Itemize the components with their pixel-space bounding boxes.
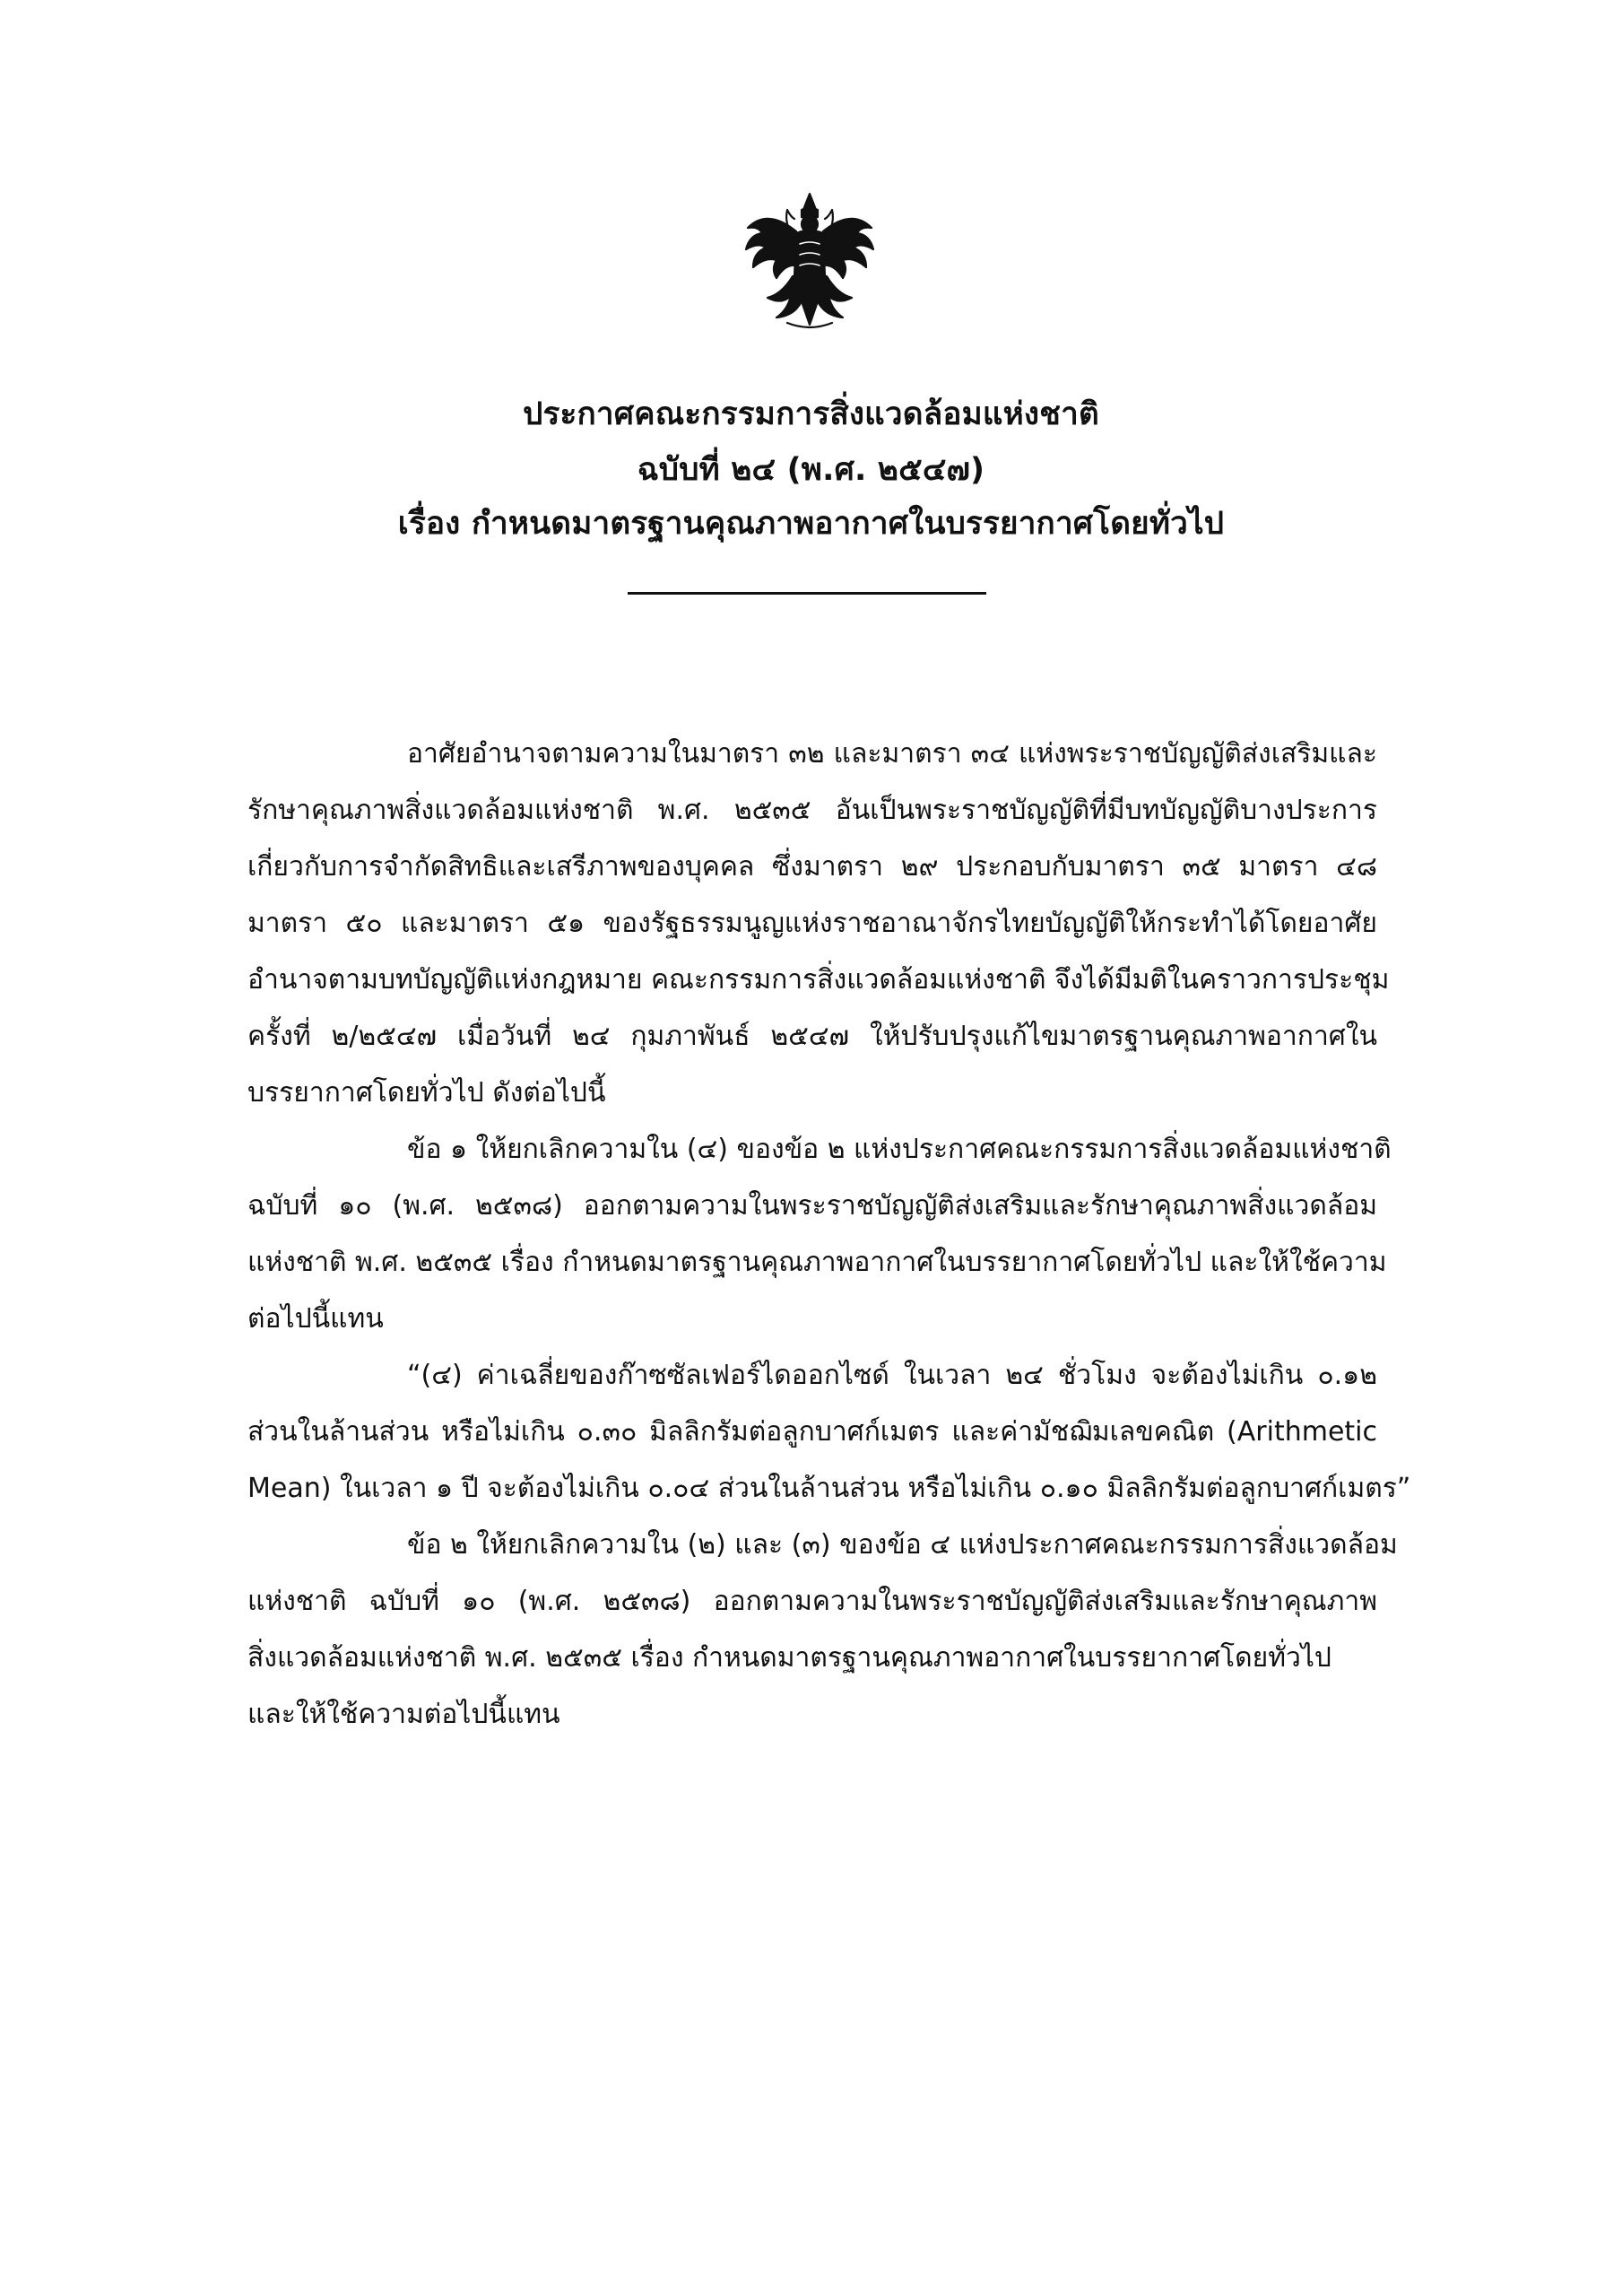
- text-line: สิ่งแวดล้อมแห่งชาติ พ.ศ. ๒๕๓๕ เรื่อง กำหนดมาตรฐานคุณภาพอากาศในบรรยากาศโดยทั่วไป: [247, 1642, 1331, 1674]
- title-divider: [628, 592, 986, 595]
- text-line: อำนาจตามบทบัญญัติแห่งกฎหมาย คณะกรรมการสิ่งแวดล้อมแห่งชาติ จึงได้มีมติในคราวการประชุม: [247, 964, 1390, 996]
- text-line: “(๔) ค่าเฉลี่ยของก๊าซซัลเฟอร์ไดออกไซด์ ในเวลา ๒๔ ชั่วโมง จะต้องไม่เกิน ๐.๑๒: [407, 1360, 1377, 1391]
- text-line: Mean) ในเวลา ๑ ปี จะต้องไม่เกิน ๐.๐๔ ส่วนในล้านส่วน หรือไม่เกิน ๐.๑๐ มิลลิกรัมต่อลูกบาศก์เมตร”: [247, 1473, 1411, 1504]
- text-line: ฉบับที่ ๑๐ (พ.ศ. ๒๕๓๘) ออกตามความในพระราชบัญญัติส่งเสริมและรักษาคุณภาพสิ่งแวดล้อม: [247, 1190, 1377, 1222]
- announcement-subject: เรื่อง กำหนดมาตรฐานคุณภาพอากาศในบรรยากาศโดยทั่วไป: [397, 506, 1225, 542]
- text-line: แห่งชาติ ฉบับที่ ๑๐ (พ.ศ. ๒๕๓๘) ออกตามความในพระราชบัญญัติส่งเสริมและรักษาคุณภาพ: [247, 1586, 1377, 1617]
- text-line: บรรยากาศโดยทั่วไป ดังต่อไปนี้: [247, 1077, 606, 1109]
- announcement-title: ประกาศคณะกรรมการสิ่งแวดล้อมแห่งชาติ: [523, 396, 1099, 432]
- text-line: เกี่ยวกับการจำกัดสิทธิและเสรีภาพของบุคคล ซึ่งมาตรา ๒๙ ประกอบกับมาตรา ๓๕ มาตรา ๔๘: [247, 851, 1377, 883]
- text-line: ครั้งที่ ๒/๒๕๔๗ เมื่อวันที่ ๒๔ กุมภาพันธ์ ๒๕๔๗ ให้ปรับปรุงแก้ไขมาตรฐานคุณภาพอากาศใน: [247, 1021, 1377, 1052]
- text-line: อาศัยอำนาจตามความในมาตรา ๓๒ และมาตรา ๓๔ แห่งพระราชบัญญัติส่งเสริมและ: [407, 738, 1377, 770]
- announcement-number: ฉบับที่ ๒๔ (พ.ศ. ๒๕๔๗): [637, 452, 985, 488]
- text-line: ข้อ ๑ ให้ยกเลิกความใน (๔) ของข้อ ๒ แห่งประกาศคณะกรรมการสิ่งแวดล้อมแห่งชาติ: [407, 1134, 1392, 1165]
- text-line: และให้ใช้ความต่อไปนี้แทน: [247, 1699, 560, 1730]
- text-line: แห่งชาติ พ.ศ. ๒๕๓๕ เรื่อง กำหนดมาตรฐานคุณภาพอากาศในบรรยากาศโดยทั่วไป และให้ใช้ความ: [247, 1247, 1387, 1278]
- text-line: รักษาคุณภาพสิ่งแวดล้อมแห่งชาติ พ.ศ. ๒๕๓๕ อันเป็นพระราชบัญญัติที่มีบทบัญญัติบางประการ: [247, 795, 1377, 826]
- text-line: ส่วนในล้านส่วน หรือไม่เกิน ๐.๓๐ มิลลิกรัมต่อลูกบาศก์เมตร และค่ามัชฌิมเลขคณิต (Arithmetic: [247, 1416, 1377, 1448]
- garuda-emblem-icon: [741, 190, 879, 334]
- text-line: ข้อ ๒ ให้ยกเลิกความใน (๒) และ (๓) ของข้อ ๔ แห่งประกาศคณะกรรมการสิ่งแวดล้อม: [407, 1529, 1398, 1561]
- text-line: ต่อไปนี้แทน: [247, 1303, 384, 1335]
- text-line: มาตรา ๕๐ และมาตรา ๕๑ ของรัฐธรรมนูญแห่งราชอาณาจักรไทยบัญญัติให้กระทำได้โดยอาศัย: [247, 908, 1377, 939]
